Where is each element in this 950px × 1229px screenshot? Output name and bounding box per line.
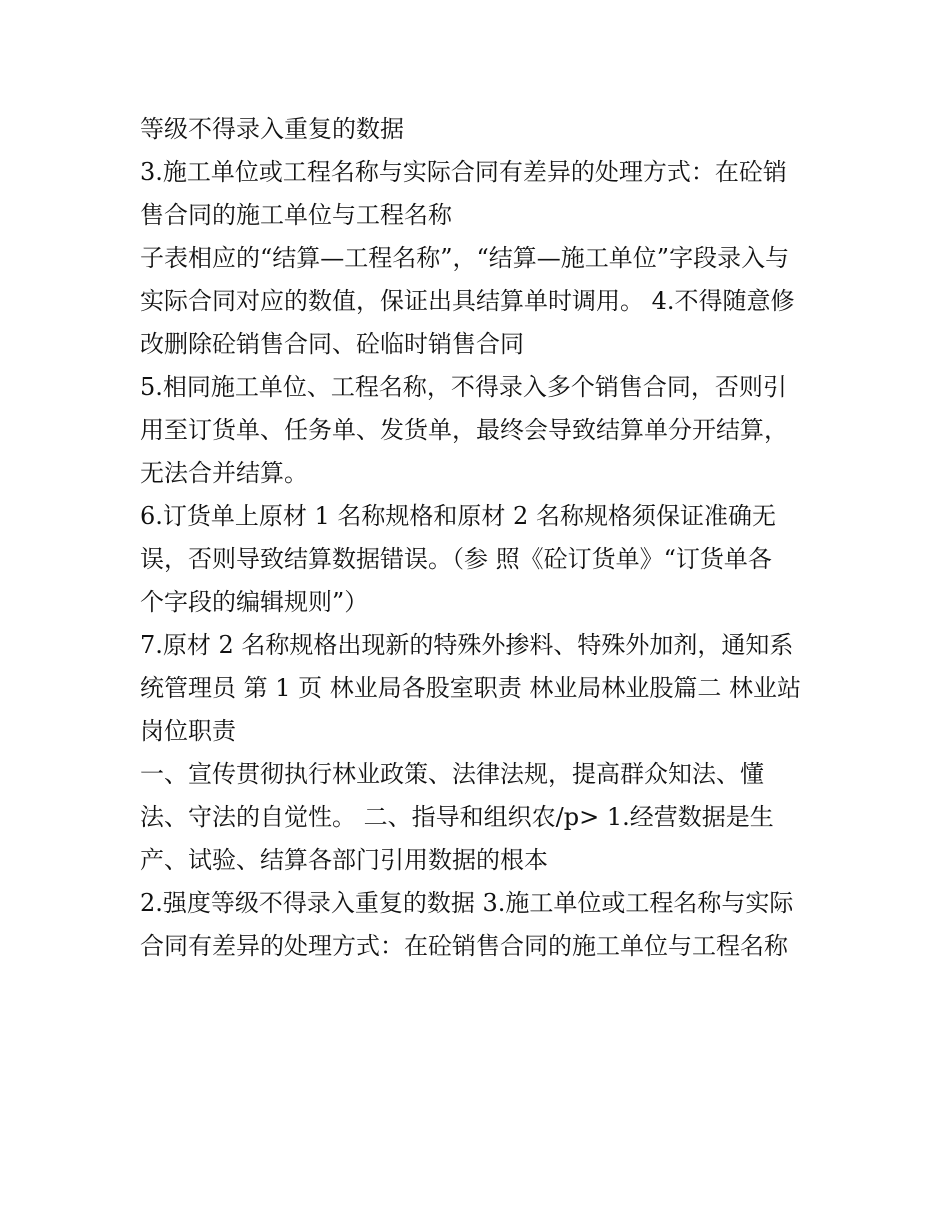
text-line: 6.订货单上原材 1 名称规格和原材 2 名称规格须保证准确无 [140,502,776,530]
text-line: 岗位职责 [140,717,236,745]
text-line: 改删除砼销售合同、砼临时销售合同 [140,330,524,358]
text-line: 误，否则导致结算数据错误。（参 照《砼订货单》“订货单各 [140,545,772,573]
text-line: 子表相应的“结算—工程名称”，“结算—施工单位”字段录入与 [140,244,790,272]
text-line: 统管理员 第 1 页 林业局各股室职责 林业局林业股篇二 林业站 [140,674,802,702]
text-line: 合同有差异的处理方式：在砼销售合同的施工单位与工程名称 [140,932,788,960]
text-line: 2.强度等级不得录入重复的数据 3.施工单位或工程名称与实际 [140,889,794,917]
text-line: 法、守法的自觉性。 二、指导和组织农/p> 1.经营数据是生 [140,803,774,831]
text-line: 等级不得录入重复的数据 [140,115,404,143]
text-line: 5.相同施工单位、工程名称，不得录入多个销售合同，否则引 [140,373,787,401]
document-body [140,108,830,968]
text-line: 7.原材 2 名称规格出现新的特殊外掺料、特殊外加剂，通知系 [140,631,794,659]
text-line: 售合同的施工单位与工程名称 [140,201,452,229]
text-line: 无法合并结算。 [140,459,308,487]
text-line: 3.施工单位或工程名称与实际合同有差异的处理方式：在砼销 [140,158,787,186]
text-line: 实际合同对应的数值，保证出具结算单时调用。 4.不得随意修 [140,287,795,315]
text-line: 产、试验、结算各部门引用数据的根本 [140,846,548,874]
text-line: 个字段的编辑规则”） [140,588,369,616]
text-line: 用至订货单、任务单、发货单，最终会导致结算单分开结算， [140,416,788,444]
text-line: 一、宣传贯彻执行林业政策、法律法规，提高群众知法、懂 [140,760,764,788]
